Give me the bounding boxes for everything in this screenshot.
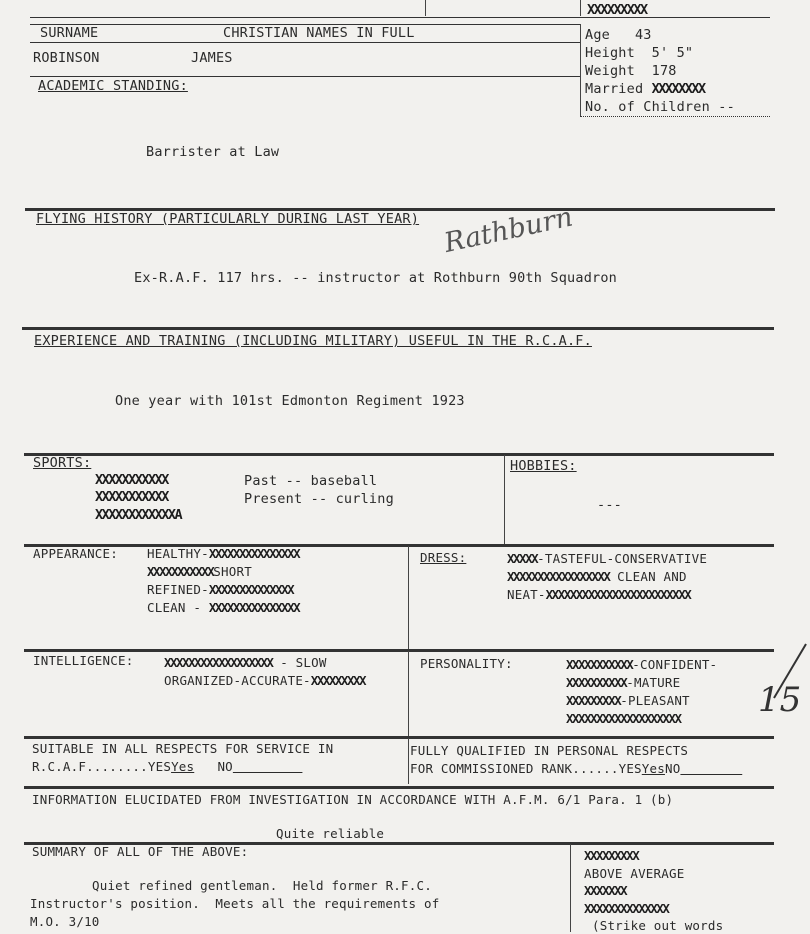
surname-value: ROBINSON xyxy=(33,50,100,66)
sports-struck-3: XXXXXXXXXXXXA xyxy=(95,507,182,523)
rating-struck-4: XXXXXXXXXXXXXX xyxy=(584,901,669,916)
summary-label: SUMMARY OF ALL OF THE ABOVE: xyxy=(32,844,249,859)
sports-present: Present -- curling xyxy=(244,491,394,507)
suitable-line-1: SUITABLE IN ALL RESPECTS FOR SERVICE IN xyxy=(32,741,334,756)
experience-label: EXPERIENCE AND TRAINING (INCLUDING MILITARY) USEFUL IN THE R.C.A.F. xyxy=(34,333,592,349)
dress-line-3: NEAT-XXXXXXXXXXXXXXXXXXXXXXXX xyxy=(507,587,691,602)
rating-struck-3: XXXXXXX xyxy=(584,883,627,898)
appearance-line-4: CLEAN - XXXXXXXXXXXXXXX xyxy=(147,600,300,615)
christian-names-label: CHRISTIAN NAMES IN FULL xyxy=(223,25,415,41)
personality-line-4: XXXXXXXXXXXXXXXXXXX xyxy=(566,711,681,726)
intelligence-label: INTELLIGENCE: xyxy=(33,653,134,668)
hobbies-value: --- xyxy=(597,497,622,513)
dress-line-1: XXXXX-TASTEFUL-CONSERVATIVE xyxy=(507,551,708,566)
academic-value: Barrister at Law xyxy=(146,144,280,160)
intelligence-line-1: XXXXXXXXXXXXXXXXXX - SLOW xyxy=(164,655,327,670)
information-label: INFORMATION ELUCIDATED FROM INVESTIGATION IN ACCORDANCE WITH A.F.M. 6/1 Para. 1 (b) xyxy=(32,792,674,807)
personality-line-3: XXXXXXXXX-PLEASANT xyxy=(566,693,690,708)
married-field: Married XXXXXXXX xyxy=(585,81,705,97)
dress-line-2: XXXXXXXXXXXXXXXXX CLEAN AND xyxy=(507,569,687,584)
personality-line-2: XXXXXXXXXX-MATURE xyxy=(566,675,681,690)
age-field: Age 43 xyxy=(585,27,652,43)
qualified-line-1: FULLY QUALIFIED IN PERSONAL RESPECTS xyxy=(410,743,689,758)
handwritten-mark-15: 15 xyxy=(758,680,802,720)
sports-struck-2: XXXXXXXXXXX xyxy=(95,489,168,505)
academic-label: ACADEMIC STANDING: xyxy=(38,78,188,94)
dress-label: DRESS: xyxy=(420,550,467,565)
sports-past: Past -- baseball xyxy=(244,473,378,489)
rating-struck-1: XXXXXXXXX xyxy=(584,848,639,863)
christian-names-value: JAMES xyxy=(191,50,233,66)
height-field: Height 5' 5" xyxy=(585,45,694,61)
weight-field: Weight 178 xyxy=(585,63,677,79)
intelligence-line-2: ORGANIZED-ACCURATE-XXXXXXXXX xyxy=(164,673,366,688)
sports-struck-1: XXXXXXXXXXX xyxy=(95,472,168,488)
appearance-line-1: HEALTHY-XXXXXXXXXXXXXXX xyxy=(147,546,300,561)
appearance-line-3: REFINED-XXXXXXXXXXXXXX xyxy=(147,582,294,597)
appearance-line-2: XXXXXXXXXXXSHORT xyxy=(147,564,252,579)
information-value: Quite reliable xyxy=(276,826,385,841)
personality-line-1: XXXXXXXXXXX-CONFIDENT- xyxy=(566,657,718,672)
header-struck-text: XXXXXXXXX xyxy=(587,2,647,18)
qualified-line-2: FOR COMMISSIONED RANK......YESYesNO xyxy=(410,761,681,776)
experience-value: One year with 101st Edmonton Regiment 1923 xyxy=(115,393,465,409)
rating-above-average: ABOVE AVERAGE xyxy=(584,866,685,881)
personality-label: PERSONALITY: xyxy=(420,656,513,671)
sports-label: SPORTS: xyxy=(33,455,92,471)
flying-history-label: FLYING HISTORY (PARTICULARLY DURING LAST YEAR) xyxy=(36,211,420,227)
handwritten-check-stroke xyxy=(770,640,810,700)
appearance-label: APPEARANCE: xyxy=(33,546,118,561)
suitable-line-2: R.C.A.F........YESYes NO xyxy=(32,759,233,774)
hobbies-label: HOBBIES: xyxy=(510,458,577,474)
handwritten-rathburn: Rathburn xyxy=(441,201,576,259)
flying-history-value: Ex-R.A.F. 117 hrs. -- instructor at Rothburn 90th Squadron xyxy=(134,270,618,286)
summary-line-1: Quiet refined gentleman. Held former R.F.C. xyxy=(92,878,432,893)
summary-line-2: Instructor's position. Meets all the requirements of xyxy=(30,896,440,911)
strike-out-note: (Strike out words xyxy=(592,918,724,933)
summary-line-3: M.O. 3/10 xyxy=(30,914,100,929)
surname-label: SURNAME xyxy=(40,25,99,41)
children-field: No. of Children -- xyxy=(585,99,735,115)
